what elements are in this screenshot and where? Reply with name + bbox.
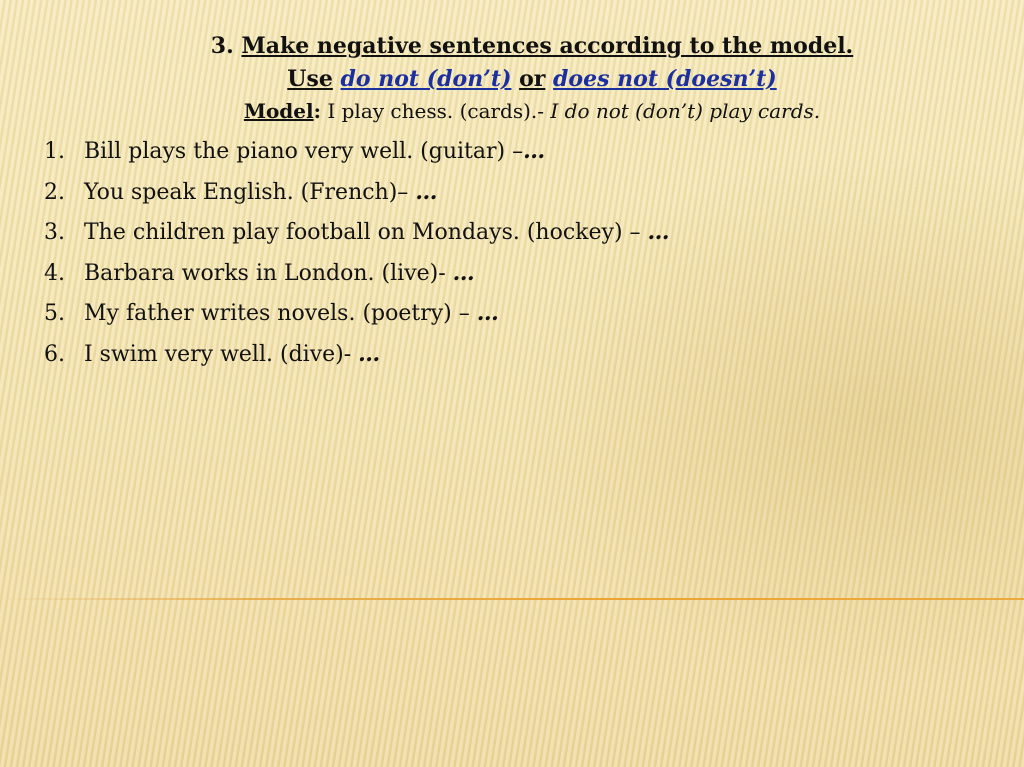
item-ellipsis: … xyxy=(476,300,499,326)
model-answer: I do not (don’t) play cards. xyxy=(550,99,821,123)
exercise-list xyxy=(44,131,670,374)
list-item xyxy=(44,293,670,334)
item-text: The children play football on Mondays. (hockey) – xyxy=(84,220,648,245)
item-ellipsis: … xyxy=(452,259,475,286)
item-number: 3. xyxy=(44,220,65,245)
item-ellipsis: … xyxy=(415,178,438,205)
model-colon: : xyxy=(313,99,322,123)
list-item xyxy=(44,172,670,213)
item-ellipsis: … xyxy=(523,138,546,164)
item-number: 4. xyxy=(44,260,65,286)
use-word: Use xyxy=(287,66,333,92)
model-line xyxy=(20,96,1024,126)
item-text: I swim very well. (dive)- xyxy=(84,341,359,367)
item-text: Barbara works in London. (live)- xyxy=(84,260,453,286)
model-sentence: I play chess. (cards).- xyxy=(321,99,551,123)
decorative-accent-line xyxy=(0,598,1024,600)
item-text: You speak English. (French)– xyxy=(84,179,416,205)
option-do-not: do not (don’t) xyxy=(340,66,512,92)
option-does-not: does not (doesn’t) xyxy=(553,66,777,92)
use-line xyxy=(20,63,1024,96)
item-number: 6. xyxy=(44,341,65,367)
or-word: or xyxy=(519,66,546,92)
list-item xyxy=(44,131,670,172)
item-number: 1. xyxy=(44,139,65,164)
item-number: 5. xyxy=(44,301,65,326)
item-text: My father writes novels. (poetry) – xyxy=(84,301,477,326)
task-number: 3. xyxy=(210,33,234,59)
list-item xyxy=(44,253,670,294)
task-instruction: Make negative sentences according to the model. xyxy=(241,33,854,59)
item-ellipsis: … xyxy=(358,340,381,367)
model-label: Model xyxy=(243,99,314,123)
list-item xyxy=(44,334,670,375)
task-heading xyxy=(20,30,1024,63)
item-number: 2. xyxy=(44,179,65,205)
item-text: Bill plays the piano very well. (guitar) – xyxy=(84,139,524,164)
item-ellipsis: … xyxy=(647,219,670,245)
title-block xyxy=(20,30,1024,126)
list-item xyxy=(44,212,670,253)
